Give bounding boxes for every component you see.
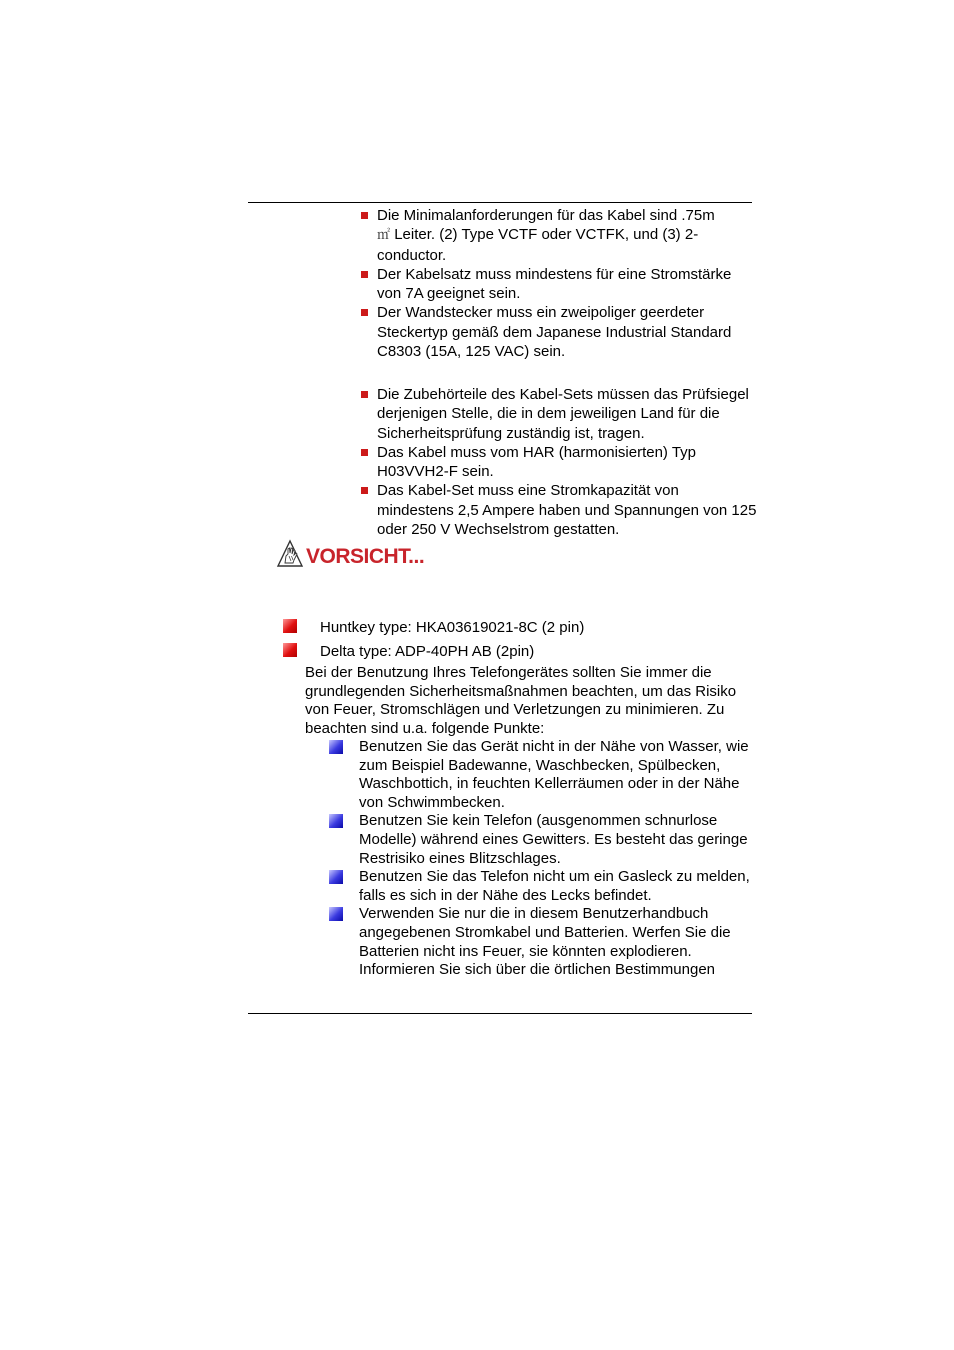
square-bullet-icon [361, 391, 368, 398]
requirement-text: Das Kabel-Set muss eine Stromkapazität von mindestens 2,5 Ampere haben und Spannungen von 125 oder 250 V Wechselstrom gestatten. [377, 482, 757, 539]
phone-safety-intro: Bei der Benutzung Ihres Telefongerätes sollten Sie immer die grundlegenden Sicherheitsmaßnahmen beachten, um das Risiko von Feuer, Stromschlägen und Verletzungen zu minimieren. Zu beachten sind u.a. folgende Punkte: [305, 664, 737, 737]
square-bullet-icon [361, 449, 368, 456]
list-item [329, 738, 759, 812]
list-item [358, 206, 758, 265]
safety-text: Verwenden Sie nur die in diesem Benutzerhandbuch angegebenen Stromkabel und Batterien. Werfen Sie die Batterien nicht ins Feuer, sie könnten explodieren. Informieren Sie sich über die örtlichen Bestimmungen [359, 905, 731, 979]
requirement-text: Das Kabel muss vom HAR (harmonisierten) Typ H03VVH2-F sein. [377, 443, 696, 481]
safety-text: Benutzen Sie das Telefon nicht um ein Gasleck zu melden, falls es sich in der Nähe des Lecks befindet. [359, 868, 750, 904]
power-cord-requirements-list [358, 206, 758, 361]
requirement-text: Die Zubehörteile des Kabel-Sets müssen das Prüfsiegel derjenigen Stelle, die in dem jeweiligen Land für die Sicherheitsprüfung zuständig ist, tragen. [377, 386, 749, 442]
blue-square-bullet-icon [329, 907, 343, 921]
list-item [329, 905, 759, 979]
square-meter-unit: ㎡ [377, 228, 391, 244]
adapter-type: Huntkey type: HKA03619021-8C (2 pin) [320, 619, 585, 636]
requirement-text: Leiter. (2) Type VCTF oder VCTFK, und (3) 2-conductor. [377, 226, 699, 264]
header-rule [248, 202, 752, 203]
list-item [358, 265, 758, 304]
footer-rule [248, 1013, 752, 1014]
list-item [329, 868, 759, 905]
blue-square-bullet-icon [329, 814, 343, 828]
list-item [358, 303, 758, 361]
red-square-bullet-icon [283, 619, 297, 633]
adapter-types-list [283, 616, 584, 663]
requirement-text: Der Kabelsatz muss mindestens für eine Stromstärke von 7A geeignet sein. [377, 265, 732, 303]
adapter-type: Delta type: ADP-40PH AB (2pin) [320, 642, 535, 660]
list-item [283, 640, 584, 664]
square-bullet-icon [361, 271, 368, 278]
list-item [329, 812, 759, 868]
square-bullet-icon [361, 487, 368, 494]
square-bullet-icon [361, 309, 368, 316]
caution-title: VORSICHT... [306, 545, 425, 568]
list-item [358, 481, 758, 539]
phone-safety-list [329, 738, 759, 980]
blue-square-bullet-icon [329, 740, 343, 754]
caution-heading [276, 538, 424, 570]
red-square-bullet-icon [283, 643, 297, 657]
blue-square-bullet-icon [329, 870, 343, 884]
list-item [283, 616, 584, 640]
safety-text: Benutzen Sie das Gerät nicht in der Nähe von Wasser, wie zum Beispiel Badewanne, Waschbecken, Spülbecken, Waschbottich, in feuchten Kellerräumen oder in der Nähe von Schwimmbecken. [359, 738, 749, 811]
safety-text: Benutzen Sie kein Telefon (ausgenommen schnurlose Modelle) während eines Gewitters. Es besteht das geringe Restrisiko eines Blitzschlages. [359, 812, 748, 867]
requirement-text: Der Wandstecker muss ein zweipoliger geerdeter Steckertyp gemäß dem Japanese Industrial Standard C8303 (15A, 125 VAC) sein. [377, 304, 732, 361]
list-item [358, 443, 758, 482]
square-bullet-icon [361, 212, 368, 219]
caution-hand-warning-icon [276, 539, 304, 569]
requirement-text: Die Minimalanforderungen für das Kabel sind .75m [377, 207, 715, 224]
cable-set-requirements-list [358, 385, 758, 539]
list-item [358, 385, 758, 443]
